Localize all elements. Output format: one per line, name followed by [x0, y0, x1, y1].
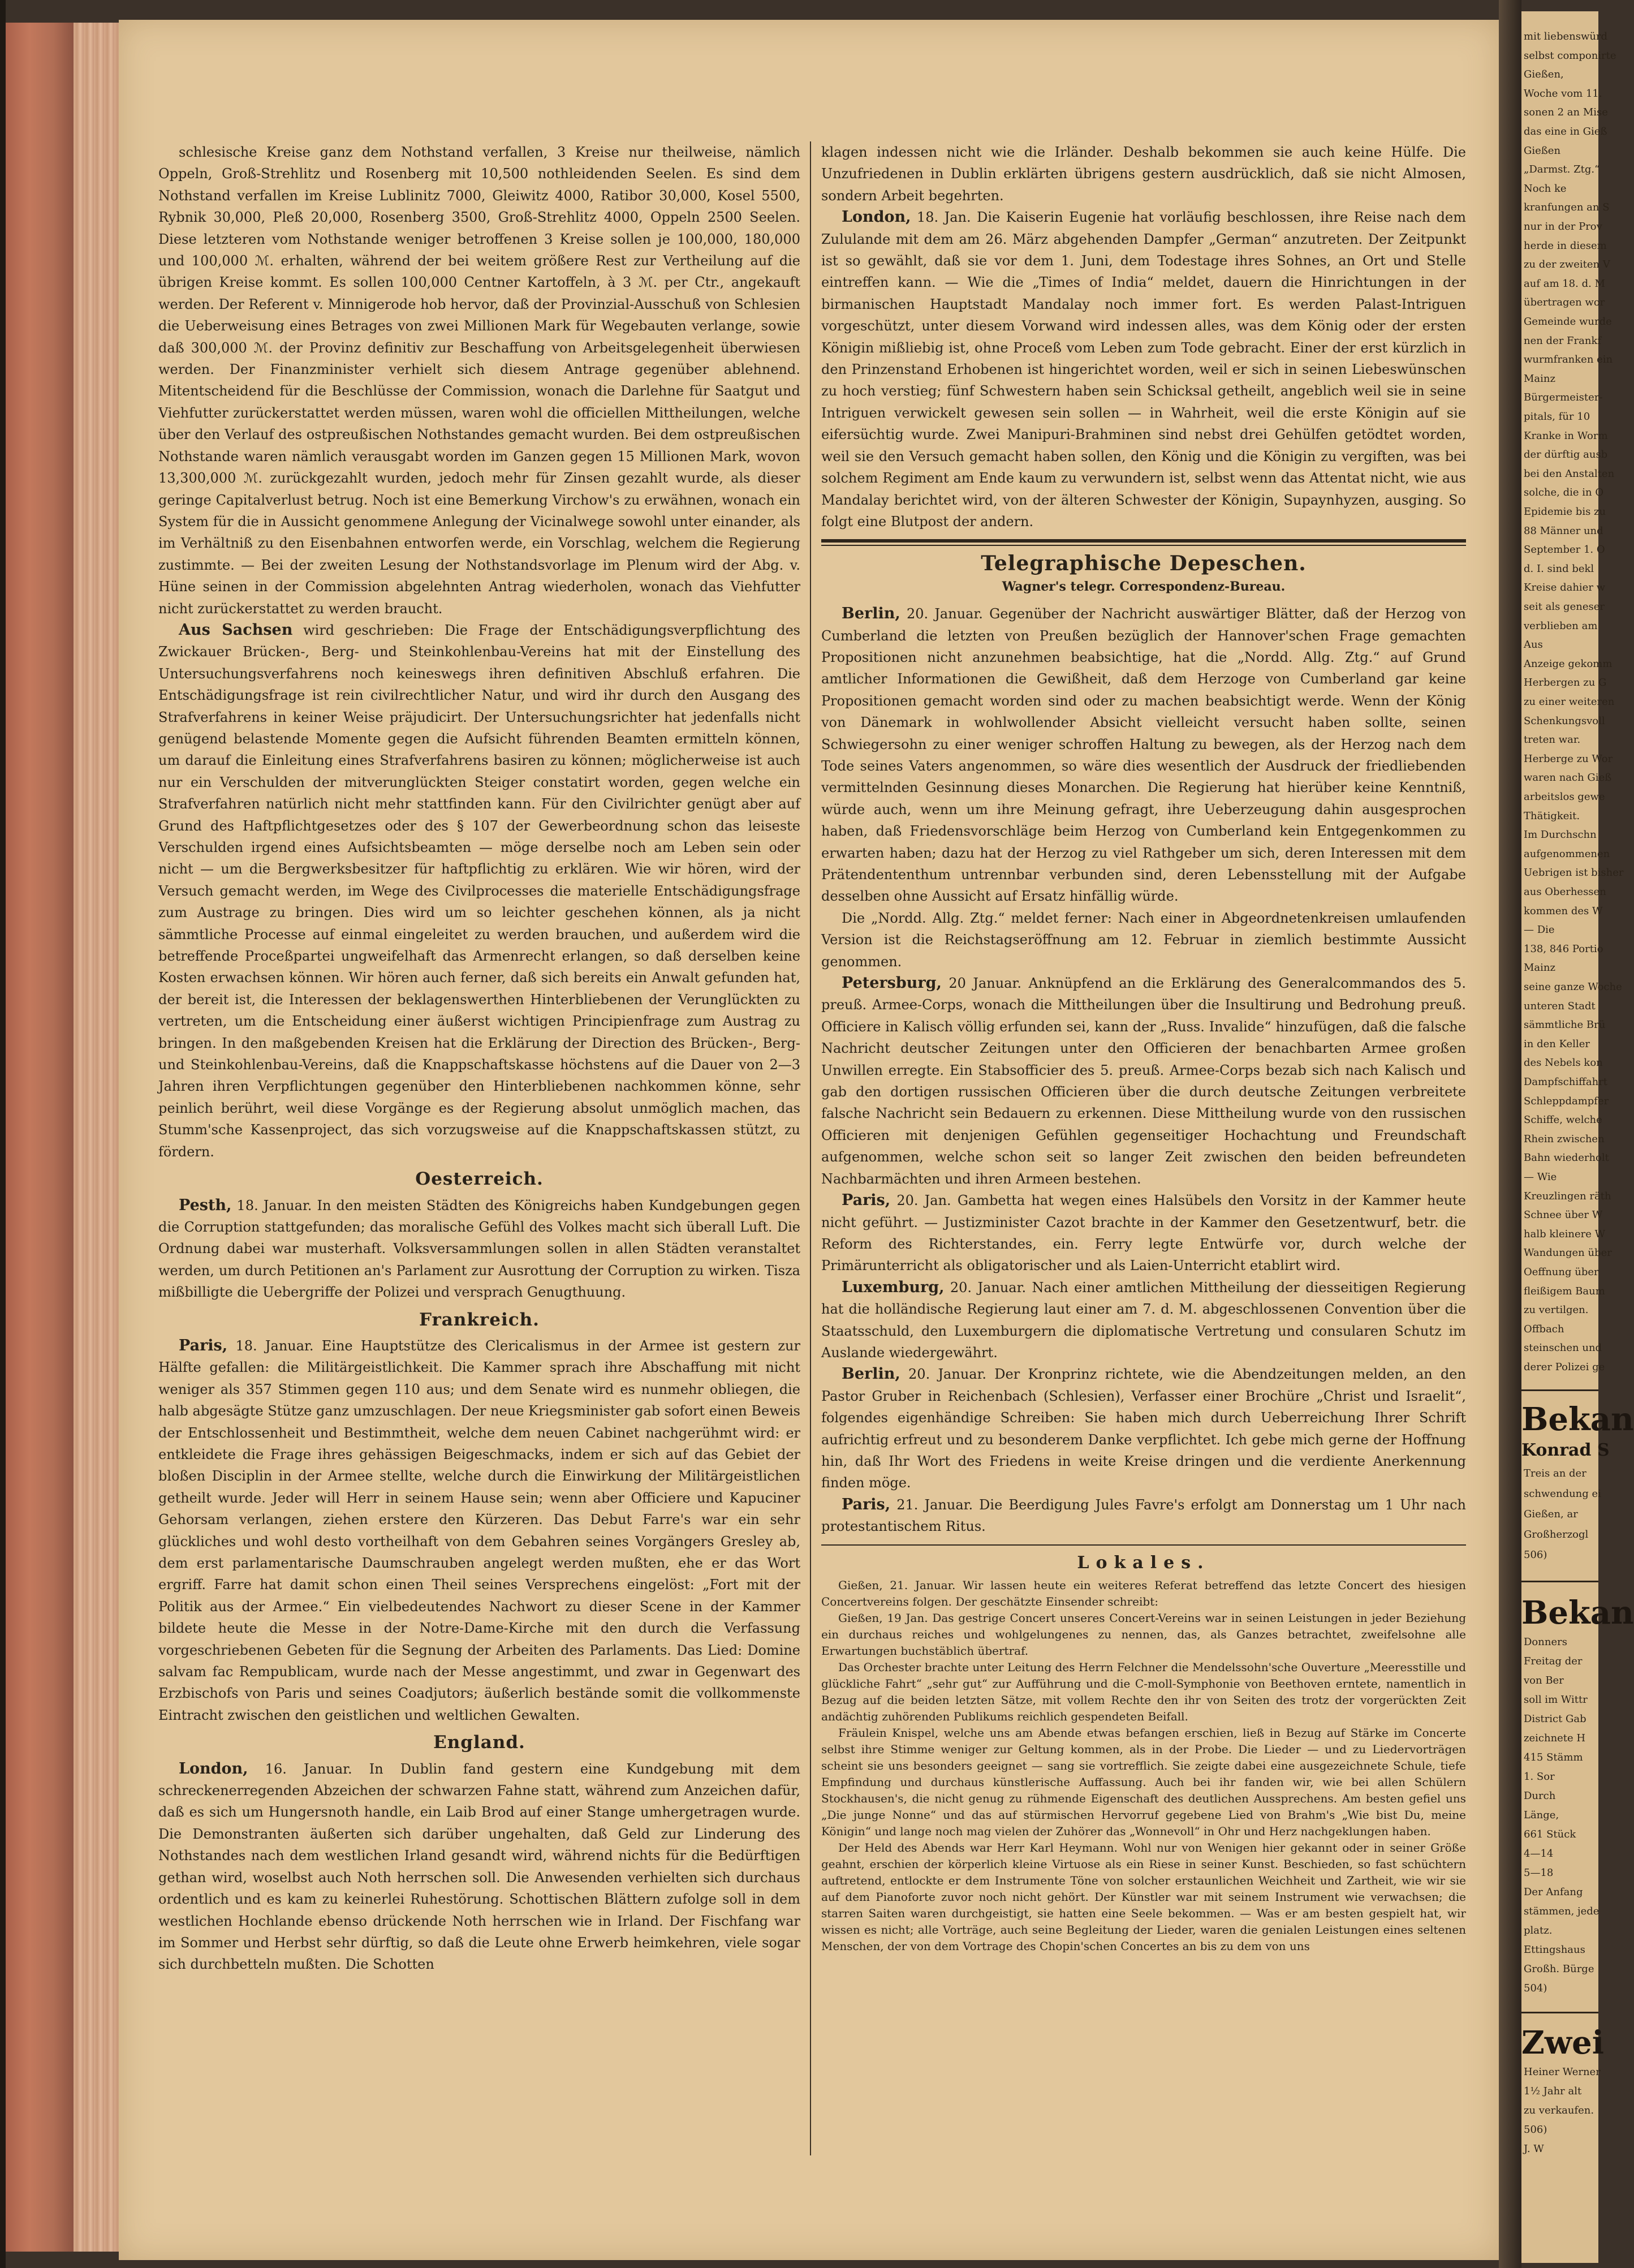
adjacent-page-ad-heading: Bekan	[1521, 1400, 1634, 1438]
dateline-petersburg: Petersburg,	[842, 974, 942, 992]
adjacent-page-line: herde in diesem	[1524, 239, 1607, 252]
book-gutter	[1499, 0, 1521, 2268]
adjacent-page-line: Kreuzlingen räth	[1524, 1190, 1611, 1202]
adjacent-page-line: sonen 2 an Mise	[1524, 106, 1608, 119]
adjacent-page-line: Heiner Werner	[1524, 2065, 1601, 2078]
adjacent-page-line: Kreise dahier w	[1524, 582, 1606, 594]
adjacent-page-line: Bahn wiederholt	[1524, 1152, 1609, 1164]
adjacent-page-line: nen der Frankf	[1524, 334, 1602, 347]
lokales-concert: Gießen, 19 Jan. Das gestrige Concert unseres Concert-Vereins war in seinen Leistungen in jeder Beziehung ein durchaus reiches und wohlgelungenes zu nennen, das, als Ganzes betrachtet, zweifelsohne alle Erwartungen buchstäblich übertraf.	[821, 1611, 1466, 1658]
adjacent-page-line: Woche vom 11.	[1524, 87, 1602, 100]
adjacent-page-line: seine ganze Woche	[1524, 981, 1622, 993]
adjacent-page-line: Der Anfang	[1524, 1886, 1583, 1898]
adjacent-page-line: Herberge zu Wor	[1524, 752, 1613, 765]
adjacent-page-line: arbeitslos gewe	[1524, 791, 1605, 803]
telegram-luxemburg	[821, 1277, 1466, 1364]
article-pesth-text: 18. Januar. In den meisten Städten des Königreichs haben Kundgebungen gegen die Corruption stattgefunden; das moralische Gefühl des Volkes macht sich überall Luft. Die Ordnung dabei war musterhaft. Volksversammlungen sollen in allen Städten veranstaltet werden, um durch Petitionen an's Parlament zur Ausrottung der Corruption zu wirken. Tisza mißbilligte die Uebergriffe der Polizei und versprach Genugthuung.	[158, 1197, 800, 1301]
adjacent-page-line: Ettingshaus	[1524, 1943, 1585, 1956]
section-rule	[821, 1544, 1466, 1546]
article-paris-text: 18. Januar. Eine Hauptstütze des Clericalismus in der Armee ist gestern zur Hälfte gefallen: die Militärgeistlichkeit. Die Kammer sprach ihre Abschaffung mit nicht weniger als 357 Stimmen gegen 110 aus; und dem Senate wird es nunmehr obliegen, die halb abgesägte Stütze ganz umzuschlagen. Der neue Kriegsminister gab sofort einen Beweis der Entschlossenheit und Bestimmtheit, welche dem neuen Cabinet nachgerühmt wird: er entkleidete die Frage ihres gehässigen Beigeschmacks, indem er sich auf das Gebiet der bloßen Disciplin in der Armee stellte, welche durch die Einwirkung der Militärgeistlichen getheilt wurde. Jeder will Herr in seinem Hause sein; wenn aber Officiere und Kapuciner Gehorsam verlangen, ziehen erstere den Kürzeren. Das Debut Farre's war ein sehr glückliches und wohl desto vortheilhaft von dem Gebahren seines Vorgängers Gresley ab, dem erst parlamentarische Daumschrauben angelegt werden mußten, ehe er das Wort ergriff. Farre hat damit schon einen Theil seines Versprechens eingelöst: „Fort mit der Politik aus der Armee.“ Ein vielbedeutendes Nachwort zu dieser Scene in der Kammer bildete heute die Messe in der Notre-Dame-Kirche mit den durch die Verfassung vorgeschriebenen Gebeten für die Segnung der Arbeiten des Parlaments. Das Lied: Domine salvam fac Rempublicam, wurde nach der Messe angestimmt, und zwar in Gegenwart des Erzbischofs von Paris und seines Coadjutors; äußerlich bestände somit die vollkommenste Eintracht zwischen den geistlichen und weltlichen Gewalten.	[158, 1337, 800, 1723]
adjacent-page-line: — Wie	[1524, 1171, 1557, 1183]
article-paris	[158, 1335, 800, 1726]
article-london-text: 16. Januar. In Dublin fand gestern eine Kundgebung mit dem schreckenerregenden Abzeichen der schwarzen Fahne statt, während zum Anzeichen dafür, daß es sich um Hungersnoth handle, ein Laib Brod auf einer Stange umhergetragen wurde. Die Demonstranten äußerten sich darüber ungehalten, daß Geld zur Linderung des Nothstandes nach dem westlichen Irland gesandt wird, während nichts für die Bedürftigen gethan wird, woselbst auch Noth herrschen soll. Die Anwesenden verhielten sich durchaus ordentlich und es kam zu keinerlei Ruhestörung. Schottischen Blättern zufolge soll in dem westlichen Hochlande ebenso drückende Noth herrschen wie in Irland. Der Fischfang war im Sommer und Herbst sehr dürftig, so daß die Leute ohne Erwerb heimkehren, viele sogar sich durchbetteln mußten. Die Schotten	[158, 1761, 800, 1973]
adjacent-page-line: soll im Wittr	[1524, 1693, 1588, 1706]
adjacent-page-line: Mainz	[1524, 962, 1555, 974]
adjacent-page-line: waren nach Gieß	[1524, 772, 1612, 784]
adjacent-page-line: Gießen	[1524, 144, 1561, 157]
telegram-paris-2	[821, 1190, 1466, 1277]
dateline-paris: Paris,	[179, 1336, 228, 1354]
adjacent-page-line: Thätigkeit.	[1524, 810, 1580, 822]
adjacent-page-line: zu einer weiteren	[1524, 696, 1615, 708]
adjacent-page-rule	[1521, 1389, 1598, 1391]
adjacent-page-line: District Gab	[1524, 1712, 1586, 1725]
page-edges	[74, 23, 119, 2252]
adjacent-page-line: Oeffnung über	[1524, 1266, 1599, 1278]
left-column	[158, 141, 800, 2155]
lokales-orchestra: Das Orchester brachte unter Leitung des Herrn Felchner die Mendelssohn'sche Ouverture „Meeresstille und glückliche Fahrt“ „sehr gut“ zur Aufführung und die C-moll-Symphonie von Beethoven erntete, namentlich in Bezug auf die beiden letzten Sätze, mit vollem Rechte den ihr von Seiten des trotz der vorgerückten Zeit andächtig zuhörenden Publikums reichlich gespendeten Beifall.	[821, 1660, 1466, 1723]
adjacent-page	[1521, 11, 1634, 2263]
adjacent-page-line: zu der zweiten V	[1524, 259, 1610, 271]
article-london-2	[821, 206, 1466, 532]
adjacent-page-line: mit liebenswürd	[1524, 31, 1608, 42]
adjacent-page-line: Dampfschiffahrt	[1524, 1076, 1608, 1088]
book-binding	[6, 23, 74, 2252]
adjacent-page-line: Treis an der	[1524, 1467, 1586, 1479]
dateline-sachsen: Aus Sachsen	[179, 621, 293, 639]
adjacent-page-line: September 1. O	[1524, 544, 1605, 556]
adjacent-page-rule	[1521, 2012, 1598, 2013]
adjacent-page-line: Uebrigen ist bisher	[1524, 867, 1624, 879]
dateline-london-2: London,	[842, 208, 911, 226]
adjacent-page-line: Donners	[1524, 1636, 1567, 1648]
section-rule-thick	[821, 539, 1466, 543]
telegram-petersburg	[821, 972, 1466, 1190]
adjacent-page-line: kommen des W	[1524, 905, 1603, 917]
adjacent-page-line: derer Polizei ge	[1524, 1361, 1605, 1373]
adjacent-page-line: Herbergen zu G	[1524, 677, 1607, 689]
telegram-paris-2-text: 20. Jan. Gambetta hat wegen eines Halsübels den Vorsitz in der Kammer heute nicht geführt. — Justizminister Cazot brachte in der Kammer den Gesetzentwurf, betr. die Reform des Richterstandes, ein. Ferry legte Entwürfe vor, durch welche der Primärunterricht als obligatorischer und als Laien-Unterricht etablirt wird.	[821, 1193, 1466, 1274]
adjacent-page-line: Noch ke	[1524, 182, 1567, 195]
dateline-luxemburg: Luxemburg,	[842, 1278, 945, 1296]
adjacent-page-line: selbst componirte	[1524, 49, 1616, 62]
adjacent-page-line: 88 Männer und	[1524, 524, 1603, 537]
adjacent-page-line: nur in der Prov	[1524, 221, 1602, 233]
adjacent-page-line: Gießen, ar	[1524, 1508, 1578, 1520]
telegrams-subheading: Wagner's telegr. Correspondenz-Bureau.	[1002, 579, 1286, 594]
article-london-continued: klagen indessen nicht wie die Irländer. Deshalb bekommen sie auch keine Hülfe. Die Unzufriedenen in Dublin erklärten übrigens gestern ausdrücklich, daß sie nicht Almosen, sondern Arbeit begehrten.	[821, 144, 1466, 204]
lokales-singer: Fräulein Knispel, welche uns am Abende etwas befangen erschien, ließ in Bezug auf Stärke im Concerte selbst ihre Stimme weniger zur Geltung kommen, als in der Probe. Die Lieder — und zu Liedervorträgen scheint sie uns besonders geeignet — sang sie vortrefflich. Sie zeigte dabei eine ausgezeichnete Schule, tiefe Empfindung und durchaus künstlerische Auffassung. Auch bei ihr fanden wir, wie bei allen Schülern Stockhausen's, die nicht genug zu rühmende Eigenschaft des deutlichen Aussprechens. Am besten gefiel uns „Die junge Nonne“ und das auf stürmischen Hervorruf gegebene Lied von Brahm's „Wie bist Du, meine Königin“ und lange noch mag vielen der Zuhörer das „Wonnevoll“ in Ohr und Herz nachgeklungen haben.	[821, 1726, 1466, 1838]
adjacent-page-line: übertragen wor	[1524, 296, 1605, 309]
adjacent-page-line: 661 Stück	[1524, 1828, 1576, 1840]
adjacent-page-line: Kranke in Worm	[1524, 429, 1608, 442]
adjacent-page-line: der dürftig ausb	[1524, 449, 1608, 461]
adjacent-page-line: verblieben am	[1524, 619, 1598, 632]
adjacent-page-line: J. W	[1524, 2142, 1544, 2155]
dateline-berlin-2: Berlin,	[842, 1365, 900, 1383]
dateline-london: London,	[179, 1759, 248, 1778]
adjacent-page-line: zu verkaufen.	[1524, 2104, 1594, 2116]
section-heading-england: England.	[433, 1732, 525, 1753]
lokales-section	[821, 1577, 1466, 1955]
dateline-berlin-1: Berlin,	[842, 605, 900, 623]
adjacent-page-line: Freitag der	[1524, 1655, 1583, 1667]
section-rule-thin	[821, 545, 1466, 546]
adjacent-page-line: Bürgermeister-	[1524, 391, 1603, 404]
adjacent-page-line: das eine in Gieß	[1524, 126, 1607, 137]
adjacent-page-line: Durch	[1524, 1789, 1556, 1802]
article-london	[158, 1758, 800, 1976]
adjacent-page-line: Schleppdampfer	[1524, 1095, 1609, 1107]
adjacent-page-line: Schenkungsvoll	[1524, 715, 1605, 727]
adjacent-page-line: sämmtliche Brü	[1524, 1019, 1606, 1031]
right-column	[821, 141, 1466, 2155]
adjacent-page-line: — Die	[1524, 924, 1555, 936]
telegrams-heading: Telegraphische Depeschen.	[981, 552, 1307, 576]
telegram-petersburg-text: 20 Januar. Anknüpfend an die Erklärung des Generalcommandos des 5. preuß. Armee-Corps, wonach die Mittheilungen über die Insultirung und Bedrohung preuß. Officiere in Kalisch völlig erfunden sei, kann der „Russ. Invalide“ hinzufügen, daß die falsche Nachricht deutscher Zeitungen unter den Officieren der benachbarten Armee großen Unwillen erregte. Ein Stabsofficier des 5. preuß. Armee-Corps bezab sich nach Kalisch und gab den dortigen russischen Officieren über die durch deutsche Zeitungen verbreitete falsche Nachricht sein Bedauern zu erkennen. Diese Mittheilung wurde von den russischen Officieren mit denjenigen Gefühlen gegenseitiger Hochachtung und Freundschaft aufgenommen, welche schon seit so langer Zeit zwischen den beiden befreundeten Nachbarmächten und ihren Armeen bestehen.	[821, 975, 1466, 1187]
adjacent-page-line: fleißigem Baum	[1524, 1285, 1605, 1297]
telegram-paris-3-text: 21. Januar. Die Beerdigung Jules Favre's erfolgt am Donnerstag um 1 Uhr nach protestantischem Ritus.	[821, 1496, 1466, 1535]
section-heading-frankreich: Frankreich.	[419, 1309, 540, 1330]
telegram-nordd-allg: Die „Nordd. Allg. Ztg.“ meldet ferner: Nach einer in Abgeordnetenkreisen umlaufenden Version ist die Reichstagseröffnung am 12. Februar in ziemlich bestimmte Aussicht genommen.	[821, 910, 1466, 970]
adjacent-page-line: Großherzogl	[1524, 1528, 1589, 1540]
adjacent-page-line: „Darmst. Ztg.“	[1524, 163, 1600, 176]
article-pesth	[158, 1195, 800, 1303]
adjacent-page-line: 1½ Jahr alt	[1524, 2085, 1582, 2097]
section-heading-oesterreich: Oesterreich.	[415, 1169, 544, 1190]
adjacent-page-line: Mainz	[1524, 372, 1555, 385]
adjacent-page-line: Im Durchschn	[1524, 829, 1597, 841]
adjacent-page-line: Rhein zwischen	[1524, 1133, 1605, 1145]
adjacent-page-line: d. I. sind bekl	[1524, 562, 1594, 575]
adjacent-page-ad-heading: Zwei	[1521, 2024, 1604, 2062]
lokales-pianist: Der Held des Abends war Herr Karl Heymann. Wohl nur von Wenigen hier gekannt oder in seiner Größe geahnt, erschien der körperlich kleine Virtuose als ein Riese in seiner Kunst. Beschieden, so fast schüchtern auftretend, entlockte er dem Instrumente Töne von solcher erstaunlichen Weichheit und Zartheit, wie wir sie auf dem Pianoforte zuvor noch nicht gehört. Der Künstler war mit seinem Instrument wie verwachsen; die starren Saiten waren durchgeistigt, sie hatten eine Seele bekommen. — Was er am besten gespielt hat, wir wissen es nicht; alle Vorträge, auch seine Begleitung der Lieder, waren die genialen Leistungen eines seltenen Menschen, der von dem Vortrage des Chopin'schen Concertes an bis zu dem von uns	[821, 1841, 1466, 1953]
adjacent-page-line: Schnee über W	[1524, 1209, 1603, 1221]
article-london-2-text: 18. Jan. Die Kaiserin Eugenie hat vorläufig beschlossen, ihre Reise nach dem Zululande mit dem am 26. März abgehenden Dampfer „German“ anzutreten. Der Zeitpunkt ist so gewählt, daß sie vor dem 1. Juni, dem Todestage ihres Sohnes, an Ort und Stelle eintreffen kann. — Wie die „Times of India“ meldet, dauern die Hinrichtungen in der birmanischen Hauptstadt Mandalay noch immer fort. Es werden Palast-Intriguen vorgeschützt, unter diesem Vorwand wird indessen alles, was dem König oder der ersten Königin mißliebig ist, ohne Proceß vom Leben zum Tode gebracht. Einer der erst kürzlich in den Prinzenstand Erhobenen ist hingerichtet worden, weil er sich in seinen Liebeswünschen zu hoch verstieg; fünf Schwestern haben sein Schicksal getheilt, angeblich weil sie in seine Intriguen verwickelt gewesen sein sollen — in Wahrheit, weil die erste Königin auf sie eifersüchtig wurde. Zwei Manipuri-Brahminen sind nebst drei Gehülfen getödtet worden, weil sie den Versuch gemacht haben sollen, den König und die Königin zu vergiften, was bei solchem Regiment am Ende kaum zu verwundern ist, selbst wenn das Attentat nicht, wie aus Mandalay berichtet wird, von der älteren Schwester der Königin, Supaynhyzen, ausging. So folgt eine Blutpost der andern.	[821, 209, 1466, 530]
column-rule	[810, 141, 811, 2155]
telegram-berlin-2-text: 20. Januar. Der Kronprinz richtete, wie die Abendzeitungen melden, an den Pastor Gruber in Reichenbach (Schlesien), Verfasser einer Brochüre „Christ und Israelit“, folgendes eigenhändige Schreiben: Sie haben mich durch Ueberreichung Ihrer Schrift aufrichtig erfreut und zu besonderem Danke verpflichtet. Ich gebe mich gerne der Hoffnung hin, daß Ihr Wort des Friedens in weite Kreise dringen und die verdiente Anerkennung finden möge.	[821, 1366, 1466, 1491]
lokales-intro: Gießen, 21. Januar. Wir lassen heute ein weiteres Referat betreffend das letzte Concert des hiesigen Concertvereins folgen. Der geschätzte Einsender schreibt:	[821, 1578, 1466, 1608]
article-sachsen	[158, 619, 800, 1163]
adjacent-page-line: in den Keller	[1524, 1038, 1590, 1050]
adjacent-page-line: 1. Sor	[1524, 1770, 1555, 1783]
adjacent-page-line: wurmfranken ein	[1524, 354, 1613, 366]
adjacent-page-ad-heading: Bekan	[1521, 1594, 1634, 1632]
telegram-luxemburg-text: 20. Januar. Nach einer amtlichen Mittheilung der diesseitigen Regierung hat die holländische Regierung laut einer am 7. d. M. abgeschlossenen Convention über die Staatsschuld, den Luxemburgern die diplomatische Vertretung und consularen Schutz im Auslande wiedergewährt.	[821, 1279, 1466, 1361]
adjacent-page-line: aus Oberhessen	[1524, 886, 1606, 898]
telegram-berlin-2	[821, 1363, 1466, 1494]
adjacent-page-ad-name: Konrad S	[1521, 1440, 1610, 1460]
adjacent-page-line: pitals, für 10	[1524, 411, 1590, 423]
adjacent-page-line: Aus	[1524, 639, 1543, 651]
adjacent-page-line: steinschen und	[1524, 1342, 1602, 1354]
adjacent-page-line: seit als geneser	[1524, 601, 1605, 613]
adjacent-page-rule	[1521, 1581, 1598, 1582]
adjacent-page-line: Großh. Bürge	[1524, 1963, 1594, 1975]
adjacent-page-line: stämmen, jede	[1524, 1905, 1599, 1917]
adjacent-page-line: bei den Anstalten	[1524, 467, 1615, 480]
adjacent-page-line: zeichnete H	[1524, 1732, 1586, 1744]
adjacent-page-line: Gemeinde wurde	[1524, 316, 1612, 328]
adjacent-page-line: platz.	[1524, 1924, 1553, 1936]
adjacent-page-line: 504)	[1524, 1982, 1547, 1994]
telegram-berlin-1	[821, 603, 1466, 907]
adjacent-page-line: Gießen,	[1524, 68, 1564, 81]
dateline-paris-3: Paris,	[842, 1495, 891, 1513]
adjacent-page-line: Anzeige gekomm	[1524, 657, 1613, 670]
lokales-heading: Lokales.	[1077, 1552, 1210, 1573]
adjacent-page-line: 138, 846 Portio	[1524, 943, 1603, 955]
telegram-berlin-1-text: 20. Januar. Gegenüber der Nachricht auswärtiger Blätter, daß der Herzog von Cumberland die letzten von Preußen bezüglich der Hannover'schen Frage gemachten Propositionen nicht anzunehmen beabsichtige, hat die „Nordd. Allg. Ztg.“ auf Grund amtlicher Informationen die Gewißheit, daß dem Herzoge von Cumberland gar keine Propositionen gemacht worden sind oder zu machen beabsichtigt werde. Wenn der König von Dänemark in wohlwollender Absicht vielleicht versucht haben sollte, seinen Schwiegersohn zu einer weniger schroffen Haltung zu bewegen, als der Herzog nach dem Tode seines Vaters angenommen, so wäre dies wesentlich der Ausdruck der friedliebenden vermittelnden Gesinnung dieses Monarchen. Die Regierung hat hierüber keine Kenntniß, würde auch, wenn um ihre Meinung gefragt, ihre Ueberzeugung dahin ausgesprochen haben, daß Friedensvorschläge beim Herzog von Cumberland kein Entgegenkommen zu erwarten haben; dazu hat der Herzog zu viel Rathgeber um sich, deren Interessen mit dem Prätendententhum untrennbar verbunden sind, deren Lebensstellung mit der Aufgabe desselben ohne Aussicht auf Ersatz hinfällig würde.	[821, 606, 1466, 905]
dateline-paris-2: Paris,	[842, 1191, 891, 1210]
adjacent-page-line: kranfungen an S	[1524, 201, 1610, 214]
telegram-paris-3	[821, 1494, 1466, 1538]
article-schlesien-continued: schlesische Kreise ganz dem Nothstand verfallen, 3 Kreise nur theilweise, nämlich Oppeln, Groß-Strehlitz und Rosenberg mit 10,500 nothleidenden Seelen. Es sind dem Nothstand verfallen im Kreise Lublinitz 7000, Gleiwitz 4000, Ratibor 30,000, Kosel 5500, Rybnik 30,000, Pleß 20,000, Rosenberg 3500, Groß-Strehlitz 4000, Oppeln 2500 Seelen. Diese letzteren vom Nothstande weniger betroffenen 3 Kreise sollen je 100,000, 180,000 und 100,000 ℳ. erhalten, während der bei weitem größere Rest zur Vertheilung auf die übrigen Kreise kommt. Es sollen 100,000 Centner Kartoffeln, à 3 ℳ. per Ctr., angekauft werden. Der Referent v. Minnigerode hob hervor, daß der Provinzial-Ausschuß von Schlesien die Ueberweisung eines Betrages von zwei Millionen Mark für Wegebauten verlange, sowie daß 300,000 ℳ. der Provinz definitiv zur Beschaffung von Arbeitsgelegenheit überwiesen werden. Der Finanzminister verhielt sich diesem Antrage gegenüber ablehnend. Mitentscheidend für die Beschlüsse der Commission, wonach die Darlehne für Saatgut und Viehfutter zurückerstattet werden müssen, waren wohl die officiellen Mittheilungen, welche über den Verlauf des ostpreußischen Nothstandes gemacht wurden. Bei dem ostpreußischen Nothstande waren nämlich verausgabt worden im Ganzen gegen 15 Millionen Mark, wovon 13,300,000 ℳ. zurückgezahlt wurden, jedoch mehr für Zinsen gezahlt wurde, als dieser geringe Capitalverlust betrug. Noch ist eine Bemerkung Virchow's zu erwähnen, wonach ein System für die in Aussicht genommene Anlegung der Vicinalwege sowohl unter einander, als im Verhältniß zu den Eisenbahnen entworfen werde, ein Vorschlag, welchem die Regierung zustimmte. — Bei der zweiten Lesung der Nothstandsvorlage im Plenum wird der Abg. v. Hüne seinen in der Commission abgelehnten Antrag wiederholen, wonach das Viehfutter nicht zurückerstattet zu werden braucht.	[158, 144, 800, 617]
scan-border	[0, 0, 6, 2268]
adjacent-page-line: schwendung ei	[1524, 1487, 1601, 1500]
adjacent-page-line: Schiffe, welche	[1524, 1114, 1602, 1126]
adjacent-page-line: Epidemie bis zu	[1524, 506, 1606, 518]
adjacent-page-line: unteren Stadt	[1524, 1000, 1596, 1012]
adjacent-page-line: auf am 18. d. M	[1524, 277, 1605, 290]
adjacent-page-line: 5—18	[1524, 1866, 1554, 1879]
adjacent-page-line: Wandungen über	[1524, 1247, 1612, 1259]
adjacent-page-line: 415 Stämm	[1524, 1751, 1583, 1763]
adjacent-page-line: halb kleinere W	[1524, 1228, 1606, 1240]
adjacent-page-line: 506)	[1524, 2123, 1547, 2136]
adjacent-page-line: 4—14	[1524, 1847, 1554, 1860]
adjacent-page-line: solche, die in O	[1524, 487, 1604, 499]
adjacent-page-line: 506)	[1524, 1548, 1547, 1561]
adjacent-page-line: treten war.	[1524, 734, 1581, 746]
article-sachsen-text: wird geschrieben: Die Frage der Entschädigungsverpflichtung des Zwickauer Brücken-, Berg- und Steinkohlenbau-Vereins hat mit der Einstellung des Untersuchungsverfahrens noch keineswegs ihren definitiven Abschluß erfahren. Die Entschädigungsfrage ist rein civilrechtlicher Natur, und wird ihr durch den Ausgang des Strafverfahrens in keiner Weise präjudicirt. Der Untersuchungsrichter hat jedenfalls nicht genügend belastende Momente gegen die Aufsicht führenden Beamten ermitteln können, um darauf die Einleitung eines Strafverfahrens basiren zu können; möglicherweise ist auch nur ein Verschulden der mitverunglückten Steiger constatirt worden, gegen welche ein Strafverfahren natürlich nicht mehr stattfinden kann. Für den Civilrichter genügt aber auf Grund des Haftpflichtgesetzes oder des § 107 der Gewerbeordnung schon das leiseste Verschulden irgend eines Aufsichtsbeamten — möge derselbe noch am Leben sein oder nicht — um die Bergwerksbesitzer für haftpflichtig zu erklären. Wie wir hören, wird der Versuch gemacht werden, im Wege des Civilprocesses die materielle Entschädigungsfrage zum Austrage zu bringen. Dies wird um so leichter geschehen können, als ja nicht sämmtliche Processe auf einmal eingeleitet zu werden brauchen, und außerdem wird die betreffende Proceßpartei ungweifelhaft das Armenrecht erlangen, so daß derselben keine Kosten erwachsen können. Wir hören auch ferner, daß sich bereits ein Anwalt gefunden hat, der bereit ist, die Interessen der beklagenswerthen Hinterbliebenen der Verunglückten zu vertreten, um die Entscheidung einer äußerst wichtigen Principienfrage zum Austrag zu bringen. In den maßgebenden Kreisen hat die Erklärung der Direction des Brücken-, Berg- und Steinkohlenbau-Vereins, daß die Knappschaftskasse höchstens auf die Dauer von 2—3 Jahren ihren Verpflichtungen gegenüber den Hinterbliebenen nachkommen könne, sehr peinlich berührt, weil diese Vorgänge es der Regierung absolut unmöglich machen, das Stumm'sche Kassenproject, das sich vorzugsweise auf die Knappschaftskassen stützt, zu fördern.	[158, 622, 800, 1160]
adjacent-page-line: zu vertilgen.	[1524, 1304, 1589, 1316]
adjacent-page-line: Offbach	[1524, 1323, 1564, 1335]
adjacent-page-line: von Ber	[1524, 1674, 1564, 1686]
adjacent-page-line: Länge,	[1524, 1809, 1559, 1821]
adjacent-page-line: des Nebels kon	[1524, 1057, 1603, 1069]
adjacent-page-line: aufgenommenen	[1524, 847, 1610, 860]
dateline-pesth: Pesth,	[179, 1196, 232, 1214]
